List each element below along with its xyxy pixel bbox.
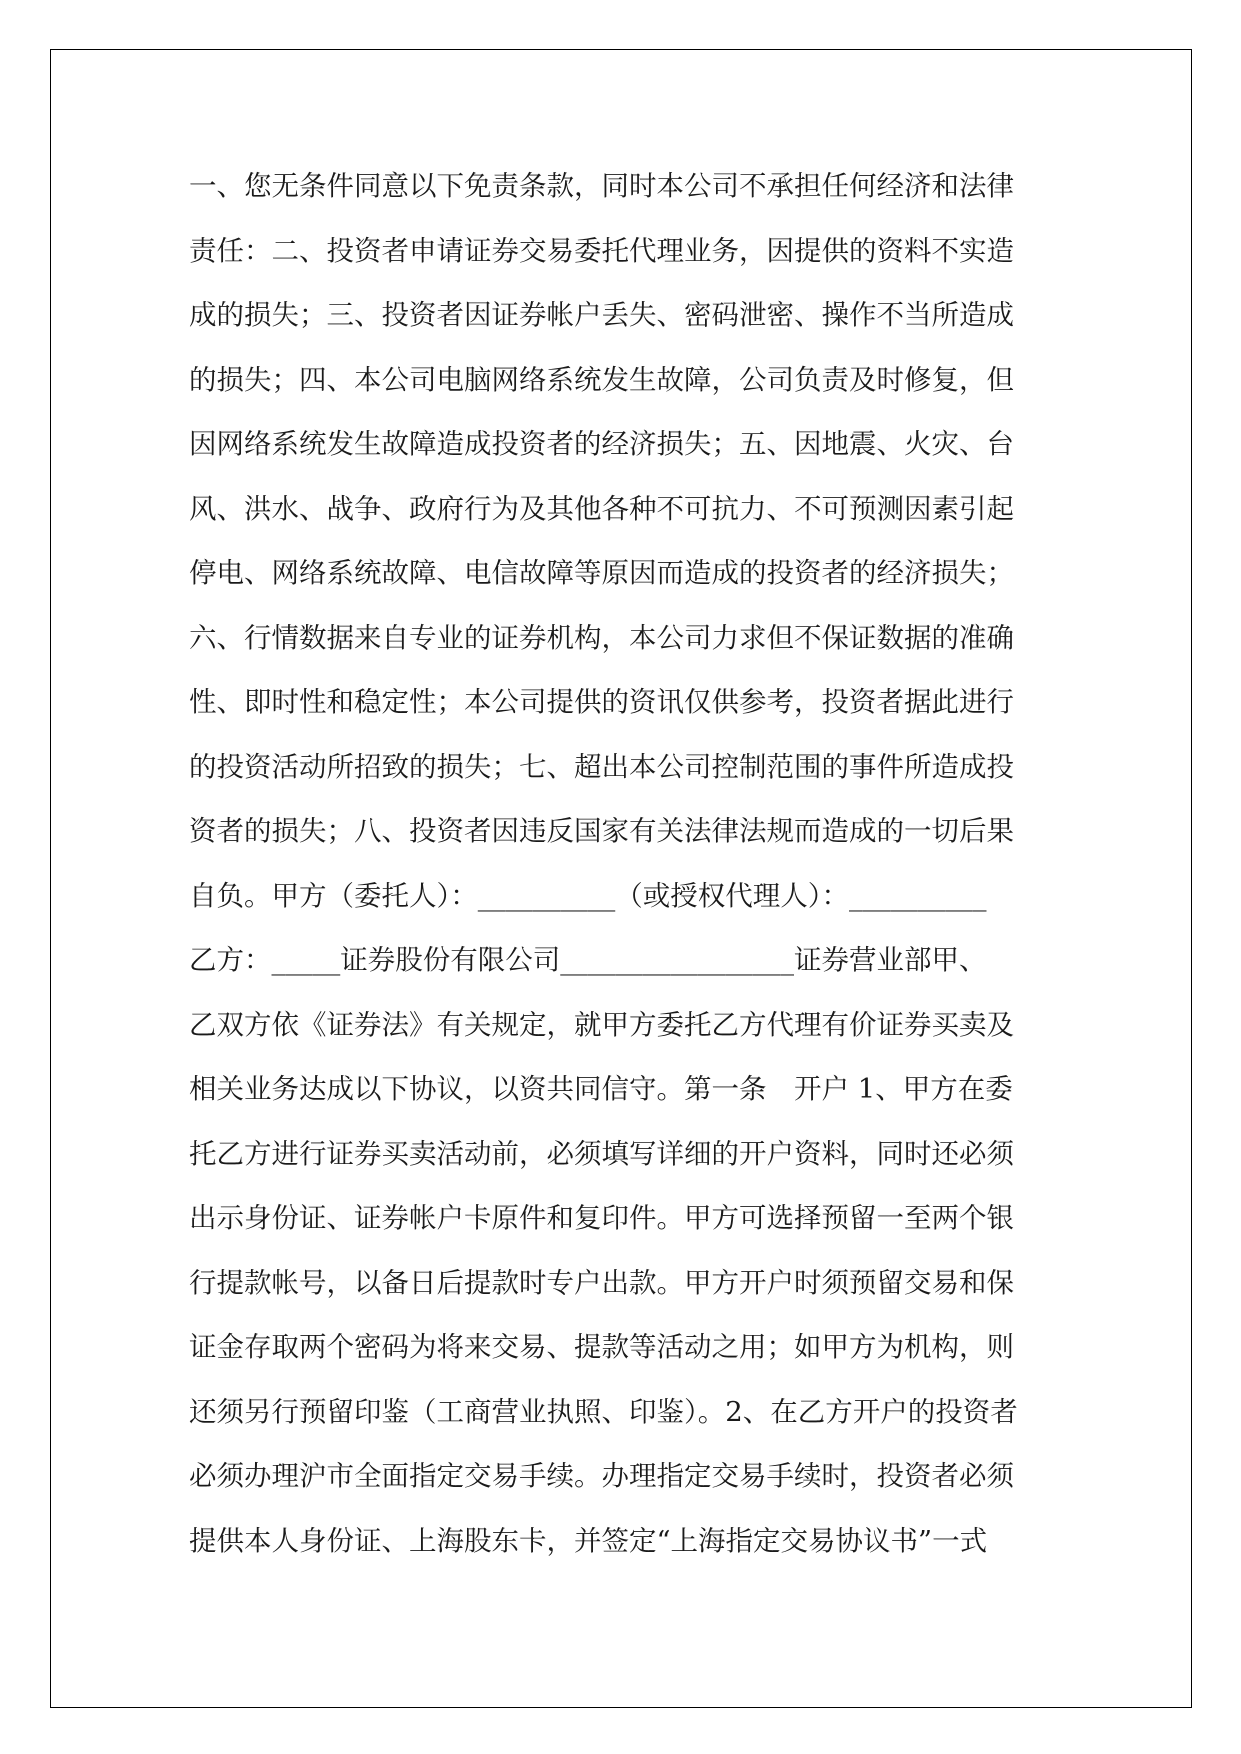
text-line: 因网络系统发生故障造成投资者的经济损失；五、因地震、火灾、台 <box>189 428 1014 460</box>
text-line: 提供本人身份证、上海股东卡，并签定“上海指定交易协议书”一式 <box>189 1524 988 1557</box>
text-line: 一、您无条件同意以下免责条款，同时本公司不承担任何经济和法律 <box>189 170 1014 202</box>
text-line: 出示身份证、证券帐户卡原件和复印件。甲方可选择预留一至两个银 <box>189 1202 1014 1234</box>
text-line: 资者的损失；八、投资者因违反国家有关法律法规而造成的一切后果 <box>189 815 1014 847</box>
text-line: 自负。甲方（委托人）：__________（或授权代理人）：__________ <box>189 879 987 912</box>
text-line: 相关业务达成以下协议，以资共同信守。第一条 开户 1、甲方在委 <box>189 1073 1013 1105</box>
text-line: 性、即时性和稳定性；本公司提供的资讯仅供参考，投资者据此进行 <box>189 686 1014 718</box>
text-line: 乙双方依《证券法》有关规定，就甲方委托乙方代理有价证券买卖及 <box>189 1008 1014 1041</box>
text-line: 托乙方进行证券买卖活动前，必须填写详细的开户资料，同时还必须 <box>189 1137 1014 1170</box>
text-line: 行提款帐号，以备日后提款时专户出款。甲方开户时须预留交易和保 <box>189 1266 1014 1299</box>
text-line: 风、洪水、战争、政府行为及其他各种不可抗力、不可预测因素引起 <box>189 492 1014 525</box>
text-line: 的投资活动所招致的损失；七、超出本公司控制范围的事件所造成投 <box>189 750 1014 783</box>
text-line: 责任：二、投资者申请证券交易委托代理业务，因提供的资料不实造 <box>189 234 1014 267</box>
text-line: 证金存取两个密码为将来交易、提款等活动之用；如甲方为机构，则 <box>189 1331 1014 1363</box>
text-line: 还须另行预留印鉴（工商营业执照、印鉴）。2、在乙方开户的投资者 <box>189 1395 1018 1428</box>
text-line: 六、行情数据来自专业的证券机构，本公司力求但不保证数据的准确 <box>189 621 1014 654</box>
text-line: 必须办理沪市全面指定交易手续。办理指定交易手续时，投资者必须 <box>189 1460 1014 1492</box>
text-line: 的损失；四、本公司电脑网络系统发生故障，公司负责及时修复，但 <box>189 363 1014 396</box>
text-line: 成的损失；三、投资者因证券帐户丢失、密码泄密、操作不当所造成 <box>189 299 1014 331</box>
text-line: 乙方：_____证券股份有限公司_________________证券营业部甲、 <box>189 944 987 976</box>
text-line: 停电、网络系统故障、电信故障等原因而造成的投资者的经济损失； <box>189 557 1014 589</box>
document-body <box>189 154 1059 1573</box>
